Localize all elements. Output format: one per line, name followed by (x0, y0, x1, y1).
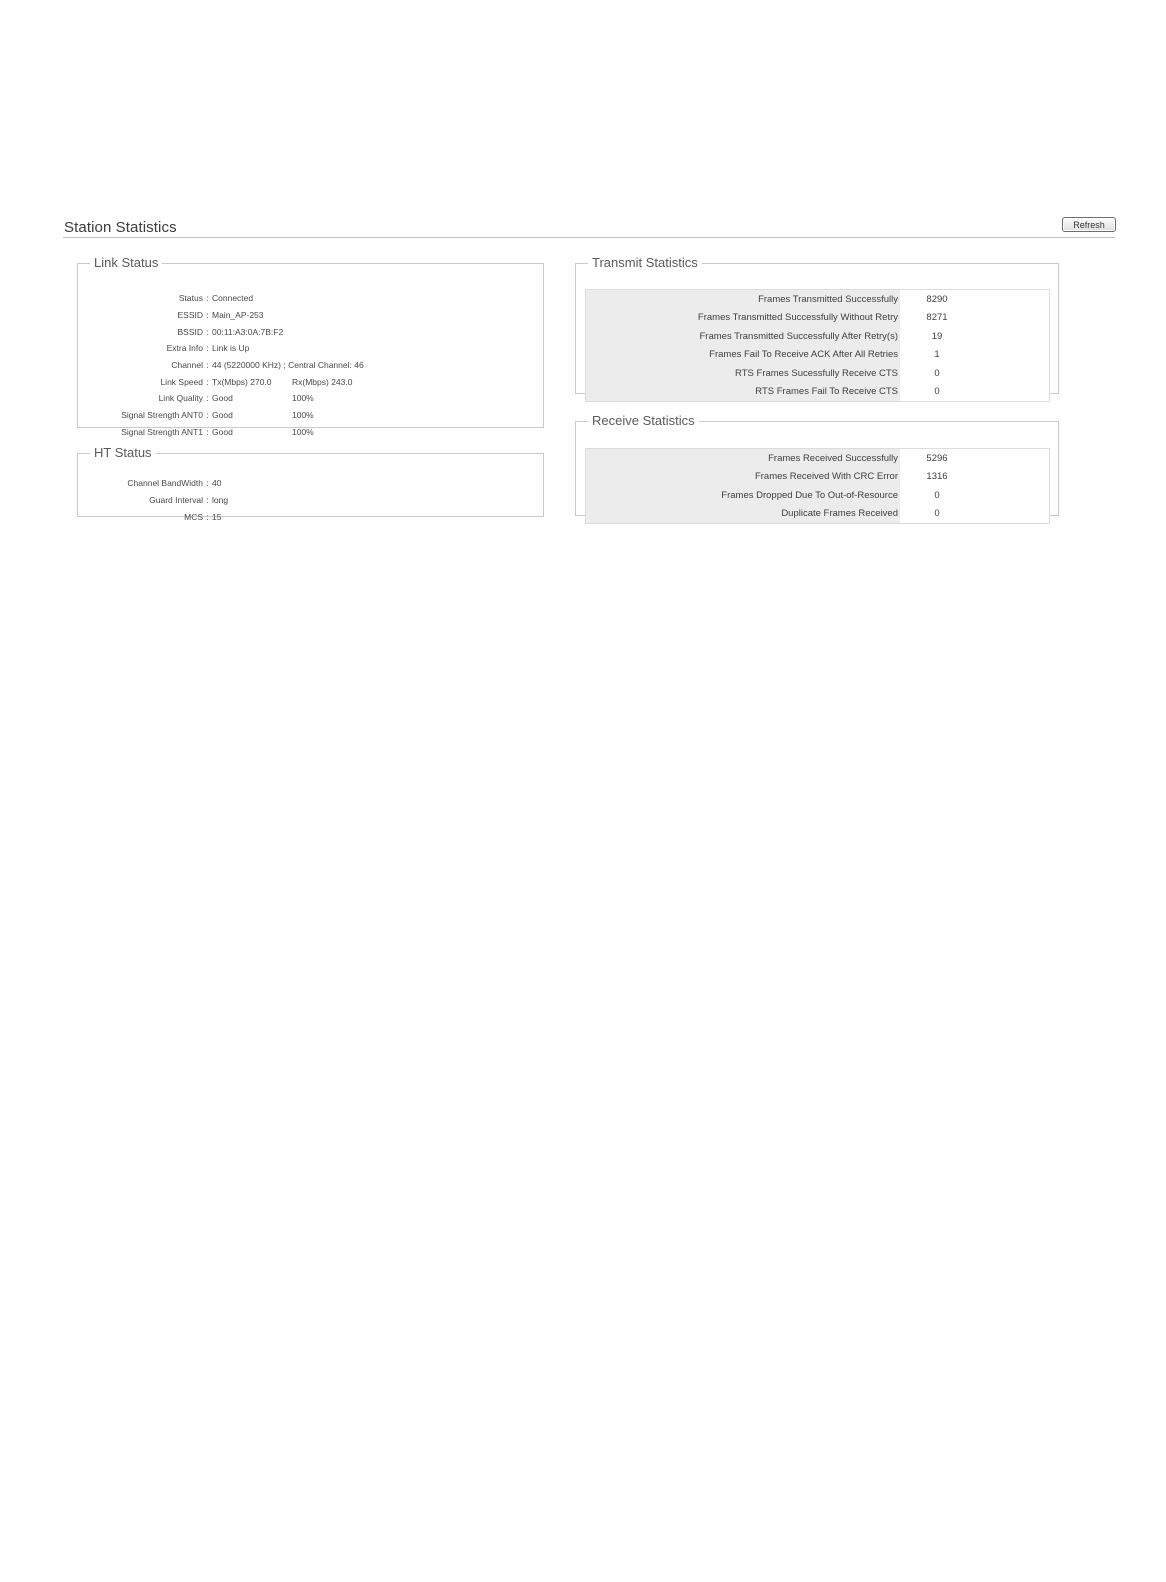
link-status-row: Channel : 44 (5220000 KHz) ; Central Channel: 46 (78, 357, 372, 374)
stat-value: 8271 (900, 309, 1049, 328)
stat-label: Frames Transmitted Successfully (586, 290, 900, 309)
row-key: Link Quality (158, 393, 203, 404)
ht-status-legend: HT Status (94, 445, 152, 460)
row-key: Channel BandWidth (127, 478, 203, 489)
table-row (586, 364, 1049, 383)
stat-value: 1 (900, 346, 1049, 365)
stat-value: 5296 (900, 449, 1049, 468)
stat-label: Frames Received Successfully (586, 449, 900, 468)
table-row (586, 505, 1049, 524)
row-extra: 100% (292, 393, 314, 404)
stat-label: Frames Transmitted Successfully Without Retry (586, 309, 900, 328)
stat-label: RTS Frames Sucessfully Receive CTS (586, 364, 900, 383)
link-status-row: ESSID : Main_AP-253 (78, 307, 372, 324)
table-row (586, 327, 1049, 346)
row-extra (292, 340, 372, 357)
row-value: Good (212, 426, 233, 437)
refresh-button[interactable]: Refresh (1062, 217, 1116, 232)
row-extra (292, 290, 372, 307)
ht-status-row: Guard Interval : long (78, 492, 292, 509)
row-key: Link Speed (160, 376, 203, 387)
row-key: Status (178, 293, 203, 304)
row-extra (292, 307, 372, 324)
link-status-row: Link Speed : Tx(Mbps) 270.0 Rx(Mbps) 243.0 (78, 373, 372, 390)
stat-label: Frames Transmitted Successfully After Retry(s) (586, 327, 900, 346)
link-status-legend: Link Status (94, 255, 159, 270)
transmit-statistics-legend: Transmit Statistics (592, 255, 698, 270)
table-row (586, 468, 1049, 487)
row-key: Extra Info (166, 343, 203, 354)
stat-label: Frames Received With CRC Error (586, 468, 900, 487)
link-status-row: Extra Info : Link is Up (78, 340, 372, 357)
link-status-row: Status : Connected (78, 290, 372, 307)
row-key: Guard Interval (149, 495, 203, 506)
link-status-row: BSSID : 00:11:A3:0A:7B:F2 (78, 323, 372, 340)
stat-value: 0 (900, 486, 1049, 505)
row-value: long (212, 495, 229, 506)
row-extra: Rx(Mbps) 243.0 (292, 376, 353, 387)
row-extra: 100% (292, 410, 314, 421)
row-key: Signal Strength ANT0 (121, 410, 203, 421)
row-key: ESSID (177, 310, 203, 321)
stat-value: 19 (900, 327, 1049, 346)
row-value: 15 (212, 511, 222, 522)
row-value: 44 (5220000 KHz) ; Central Channel: 46 (212, 360, 364, 371)
stat-value: 8290 (900, 290, 1049, 309)
link-status-table (78, 290, 372, 440)
row-extra (292, 323, 372, 340)
row-key: BSSID (177, 326, 203, 337)
table-row (586, 449, 1049, 468)
ht-status-row: MCS : 15 (78, 508, 292, 525)
stat-value: 0 (900, 383, 1049, 402)
ht-status-table (78, 475, 292, 525)
receive-statistics-legend: Receive Statistics (592, 413, 695, 428)
page-title: Station Statistics (64, 219, 177, 236)
link-status-panel (77, 255, 544, 437)
row-key: Channel (171, 360, 203, 371)
row-key: Signal Strength ANT1 (121, 426, 203, 437)
receive-statistics-panel (575, 413, 1059, 520)
row-value: 00:11:A3:0A:7B:F2 (212, 326, 284, 337)
link-status-row: Link Quality : Good 100% (78, 390, 372, 407)
row-value: Link is Up (212, 343, 250, 354)
link-status-row: Signal Strength ANT1 : Good 100% (78, 424, 372, 441)
stat-label: Frames Dropped Due To Out-of-Resource (586, 486, 900, 505)
stat-value: 0 (900, 505, 1049, 524)
table-row (586, 486, 1049, 505)
row-value: Main_AP-253 (212, 310, 264, 321)
ht-status-panel (77, 445, 544, 522)
row-extra: 100% (292, 426, 314, 437)
stat-label: Duplicate Frames Received (586, 505, 900, 524)
row-key: MCS (184, 511, 203, 522)
receive-statistics-table (586, 449, 1049, 523)
row-value: Good (212, 393, 233, 404)
table-row (586, 346, 1049, 365)
row-value: Tx(Mbps) 270.0 (212, 376, 272, 387)
table-row (586, 383, 1049, 402)
transmit-statistics-panel (575, 255, 1059, 398)
row-value: 40 (212, 478, 222, 489)
title-divider (63, 237, 1115, 238)
link-status-row: Signal Strength ANT0 : Good 100% (78, 407, 372, 424)
transmit-statistics-table (586, 290, 1049, 401)
stat-label: Frames Fail To Receive ACK After All Retries (586, 346, 900, 365)
stat-value: 1316 (900, 468, 1049, 487)
row-value: Good (212, 410, 233, 421)
row-value: Connected (212, 293, 254, 304)
stat-value: 0 (900, 364, 1049, 383)
table-row (586, 290, 1049, 309)
stat-label: RTS Frames Fail To Receive CTS (586, 383, 900, 402)
ht-status-row: Channel BandWidth : 40 (78, 475, 292, 492)
table-row (586, 309, 1049, 328)
